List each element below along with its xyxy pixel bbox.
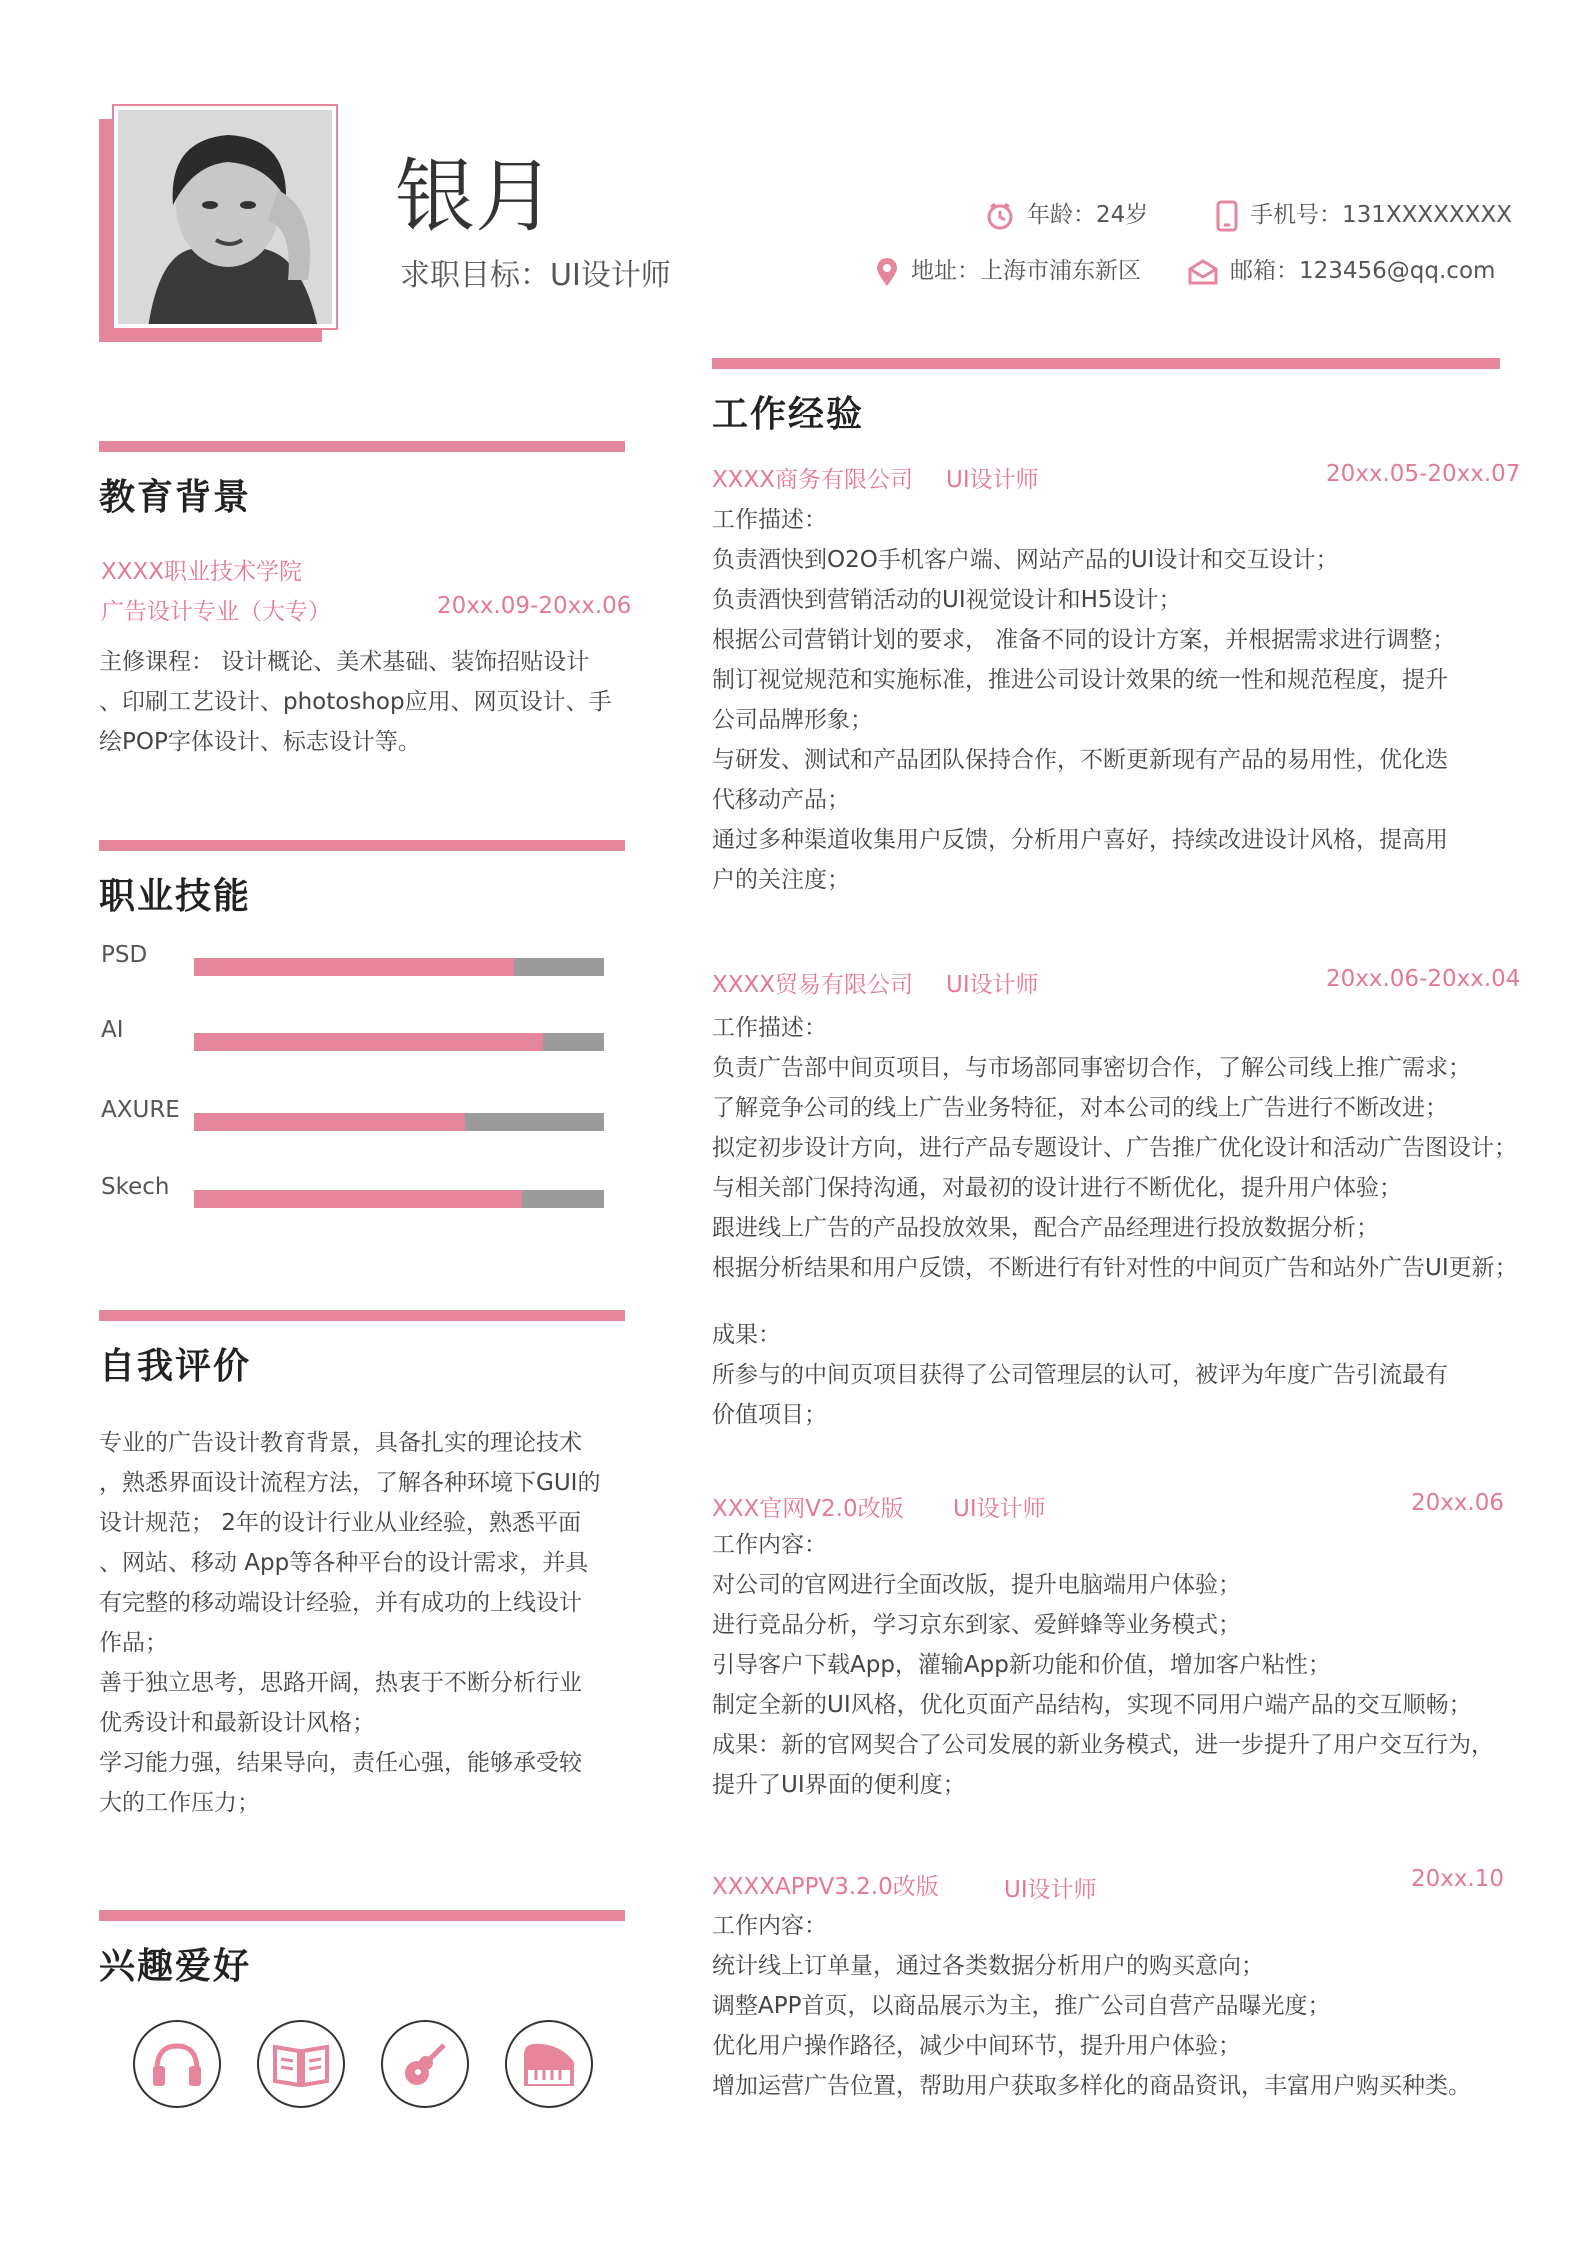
text-line: 公司品牌形象； <box>712 707 873 733</box>
text-line: 设计规范； 2年的设计行业从业经验，熟悉平面 <box>99 1510 581 1536</box>
skill-level-fill <box>194 1190 522 1208</box>
text-line: 优秀设计和最新设计风格； <box>99 1710 375 1736</box>
text-line: 优化用户操作路径，减少中间环节，提升用户体验； <box>712 2033 1241 2059</box>
self-eval-text <box>99 1423 600 1823</box>
job-result <box>712 1315 1448 1435</box>
hobby-reading <box>257 2020 345 2108</box>
piano-icon <box>522 2040 576 2088</box>
email-text: 邮箱：123456@qq.com <box>1230 258 1496 284</box>
job-description <box>712 500 1455 900</box>
job-company: XXX官网V2.0改版 <box>712 1496 904 1522</box>
text-line: 制定全新的UI风格，优化页面产品结构，实现不同用户端产品的交互顺畅； <box>712 1692 1472 1718</box>
address-text: 地址：上海市浦东新区 <box>911 258 1141 284</box>
skill-level-bar <box>194 1113 604 1131</box>
age-info <box>985 196 1148 231</box>
text-line: 工作描述： <box>712 507 827 533</box>
candidate-name: 银月 <box>395 150 555 243</box>
job-company: XXXXAPPV3.2.0改版 <box>712 1874 939 1900</box>
skill-level-fill <box>194 1033 543 1051</box>
text-line: 根据分析结果和用户反馈，不断进行有针对性的中间页广告和站外广告UI更新； <box>712 1255 1518 1281</box>
text-line: 跟进线上广告的产品投放效果，配合产品经理进行投放数据分析； <box>712 1215 1379 1241</box>
skills-heading: 职业技能 <box>99 876 252 917</box>
education-heading: 教育背景 <box>99 477 252 518</box>
skill-level-bar <box>194 958 604 976</box>
job-period: 20xx.10 <box>1411 1866 1505 1892</box>
skill-level-bar <box>194 1190 604 1208</box>
email-info <box>1188 252 1495 285</box>
hobby-piano <box>505 2020 593 2108</box>
text-line: 负责酒快到营销活动的UI视觉设计和H5设计； <box>712 587 1182 613</box>
text-line: 拟定初步设计方向，进行产品专题设计、广告推广优化设计和活动广告图设计； <box>712 1135 1517 1161</box>
photo-frame <box>112 104 338 330</box>
text-line: 、网站、移动 App等各种平台的设计需求，并具 <box>99 1550 589 1576</box>
skill-label: PSD <box>101 942 148 968</box>
location-icon <box>875 257 899 287</box>
phone-icon <box>1216 200 1238 232</box>
phone-text: 手机号：131XXXXXXXX <box>1250 202 1512 228</box>
skill-label: AXURE <box>101 1097 180 1123</box>
text-line: 引导客户下载App，灌输App新功能和价值，增加客户粘性； <box>712 1652 1331 1678</box>
text-line: 大的工作压力； <box>99 1790 260 1816</box>
job-company: XXXX贸易有限公司 <box>712 972 914 998</box>
portrait-illustration <box>118 110 332 324</box>
age-text: 年龄：24岁 <box>1027 202 1149 228</box>
address-info <box>875 252 1141 287</box>
courses-text: 主修课程： 设计概论、美术基础、装饰招贴设计 、印刷工艺设计、photoshop应用、网页设计、手 绘POP字体设计、标志设计等。 <box>99 649 612 755</box>
job-period: 20xx.06-20xx.04 <box>1326 966 1521 992</box>
text-line: 调整APP首页，以商品展示为主，推广公司自营产品曝光度； <box>712 1993 1331 2019</box>
job-description <box>712 1906 1471 2106</box>
avatar <box>118 110 332 324</box>
text-line: 通过多种渠道收集用户反馈，分析用户喜好，持续改进设计风格，提高用 <box>712 827 1448 853</box>
school-name: XXXX职业技术学院 <box>101 559 303 585</box>
job-role: UI设计师 <box>1004 1877 1097 1903</box>
education-period: 20xx.09-20xx.06 <box>437 593 632 619</box>
section-divider <box>99 840 625 851</box>
job-role: UI设计师 <box>946 467 1039 493</box>
text-line: 与相关部门保持沟通，对最初的设计进行不断优化，提升用户体验； <box>712 1175 1402 1201</box>
text-line: 学习能力强，结果导向，责任心强，能够承受较 <box>99 1750 582 1776</box>
job-description <box>712 1525 1494 1805</box>
text-line: 制订视觉规范和实施标准，推进公司设计效果的统一性和规范程度，提升 <box>712 667 1448 693</box>
job-period: 20xx.05-20xx.07 <box>1326 461 1521 487</box>
job-description <box>712 1008 1518 1288</box>
text-line: 负责酒快到O2O手机客户端、网站产品的UI设计和交互设计； <box>712 547 1339 573</box>
text-line: 工作内容： <box>712 1532 827 1558</box>
text-line: 价值项目； <box>712 1402 827 1428</box>
section-divider <box>712 358 1500 369</box>
text-line: 进行竞品分析，学习京东到家、爱鲜蜂等业务模式； <box>712 1612 1241 1638</box>
text-line: 了解竞争公司的线上广告业务特征，对本公司的线上广告进行不断改进； <box>712 1095 1448 1121</box>
text-line: 成果：新的官网契合了公司发展的新业务模式，进一步提升了用户交互行为， <box>712 1732 1494 1758</box>
text-line: 与研发、测试和产品团队保持合作，不断更新现有产品的易用性，优化迭 <box>712 747 1448 773</box>
hobby-music <box>133 2020 221 2108</box>
text-line: 根据公司营销计划的要求， 准备不同的设计方案，并根据需求进行调整； <box>712 627 1456 653</box>
job-role: UI设计师 <box>953 1496 1046 1522</box>
hobby-guitar <box>381 2020 469 2108</box>
text-line: 所参与的中间页项目获得了公司管理层的认可，被评为年度广告引流最有 <box>712 1362 1448 1388</box>
headphones-icon <box>151 2040 203 2088</box>
text-line: 有完整的移动端设计经验，并有成功的上线设计 <box>99 1590 582 1616</box>
section-divider <box>99 1310 625 1321</box>
book-icon <box>273 2041 329 2087</box>
skill-level-bar <box>194 1033 604 1051</box>
text-line: 工作描述： <box>712 1015 827 1041</box>
mail-icon <box>1188 259 1218 285</box>
text-line: 善于独立思考，思路开阔，热衷于不断分析行业 <box>99 1670 582 1696</box>
clock-icon <box>985 201 1015 231</box>
text-line: 户的关注度； <box>712 867 850 893</box>
text-line: 对公司的官网进行全面改版，提升电脑端用户体验； <box>712 1572 1241 1598</box>
text-line: 专业的广告设计教育背景，具备扎实的理论技术 <box>99 1430 582 1456</box>
hobbies-heading: 兴趣爱好 <box>99 1946 252 1987</box>
text-line: 提升了UI界面的便利度； <box>712 1772 966 1798</box>
section-divider <box>99 1910 625 1921</box>
skill-label: Skech <box>101 1174 170 1200</box>
text-line: 成果： <box>712 1322 781 1348</box>
text-line: 增加运营广告位置，帮助用户获取多样化的商品资讯，丰富用户购买种类。 <box>712 2073 1471 2099</box>
job-objective: 求职目标：UI设计师 <box>400 258 671 293</box>
job-period: 20xx.06 <box>1411 1490 1505 1516</box>
phone-info <box>1216 196 1512 232</box>
work-heading: 工作经验 <box>712 394 865 435</box>
skill-level-fill <box>194 958 514 976</box>
text-line: 代移动产品； <box>712 787 850 813</box>
skill-label: AI <box>101 1017 124 1043</box>
section-divider <box>99 441 625 452</box>
text-line: 负责广告部中间页项目，与市场部同事密切合作，了解公司线上推广需求； <box>712 1055 1471 1081</box>
self-eval-heading: 自我评价 <box>99 1346 252 1387</box>
job-role: UI设计师 <box>946 972 1039 998</box>
skill-level-fill <box>194 1113 465 1131</box>
guitar-icon <box>400 2039 450 2089</box>
text-line: ，熟悉界面设计流程方法，了解各种环境下GUI的 <box>99 1470 601 1496</box>
text-line: 工作内容： <box>712 1913 827 1939</box>
text-line: 作品； <box>99 1630 168 1656</box>
major-name: 广告设计专业（大专） <box>101 599 331 625</box>
text-line: 统计线上订单量，通过各类数据分析用户的购买意向； <box>712 1953 1264 1979</box>
job-company: XXXX商务有限公司 <box>712 467 914 493</box>
